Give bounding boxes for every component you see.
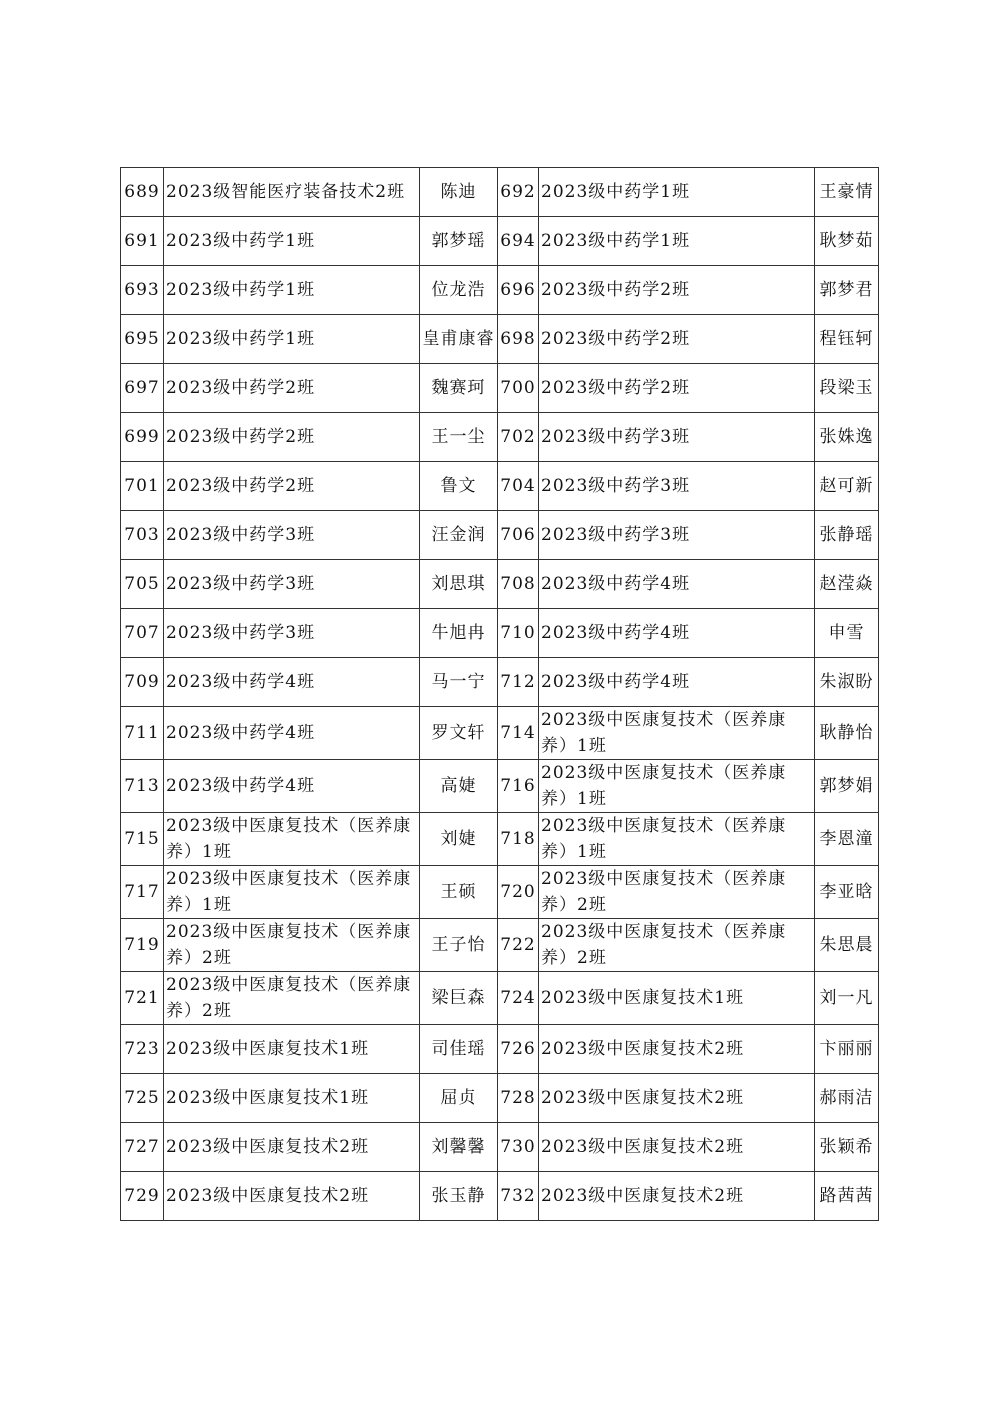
seq-number-right: 730 [498,1123,539,1172]
class-name-left: 2023级中药学1班 [164,266,420,315]
class-name-right: 2023级中医康复技术（医养康养）2班 [539,866,815,919]
seq-number-right: 720 [498,866,539,919]
table-row [121,168,879,217]
student-name-right: 李恩潼 [815,813,879,866]
student-name-right: 郭梦娟 [815,760,879,813]
seq-number-left: 729 [121,1172,164,1221]
seq-number-right: 732 [498,1172,539,1221]
student-name-left: 高婕 [420,760,498,813]
seq-number-right: 698 [498,315,539,364]
student-name-right: 张姝逸 [815,413,879,462]
seq-number-left: 707 [121,609,164,658]
student-name-right: 赵可新 [815,462,879,511]
seq-number-right: 718 [498,813,539,866]
student-name-left: 刘思琪 [420,560,498,609]
class-name-right: 2023级中医康复技术（医养康养）1班 [539,760,815,813]
class-name-right: 2023级中药学2班 [539,315,815,364]
student-name-left: 王硕 [420,866,498,919]
student-name-right: 路茜茜 [815,1172,879,1221]
table-row [121,919,879,972]
table-row [121,1123,879,1172]
table-row [121,813,879,866]
class-name-right: 2023级中医康复技术2班 [539,1025,815,1074]
table-row [121,760,879,813]
seq-number-left: 701 [121,462,164,511]
class-name-right: 2023级中药学3班 [539,462,815,511]
class-name-right: 2023级中医康复技术2班 [539,1074,815,1123]
class-name-right: 2023级中医康复技术2班 [539,1172,815,1221]
seq-number-right: 728 [498,1074,539,1123]
seq-number-left: 711 [121,707,164,760]
seq-number-right: 724 [498,972,539,1025]
seq-number-right: 722 [498,919,539,972]
table-row [121,866,879,919]
student-name-right: 朱淑盼 [815,658,879,707]
student-name-left: 罗文轩 [420,707,498,760]
seq-number-left: 713 [121,760,164,813]
student-name-left: 屈贞 [420,1074,498,1123]
class-name-right: 2023级中药学1班 [539,217,815,266]
seq-number-left: 699 [121,413,164,462]
class-name-right: 2023级中医康复技术1班 [539,972,815,1025]
table-row [121,707,879,760]
seq-number-left: 721 [121,972,164,1025]
class-name-left: 2023级中医康复技术（医养康养）1班 [164,866,420,919]
class-name-right: 2023级中医康复技术（医养康养）2班 [539,919,815,972]
student-name-left: 王一尘 [420,413,498,462]
student-name-right: 郭梦君 [815,266,879,315]
class-name-right: 2023级中药学2班 [539,364,815,413]
class-name-left: 2023级中药学3班 [164,560,420,609]
roster-table [120,167,879,1221]
seq-number-right: 704 [498,462,539,511]
table-row [121,1074,879,1123]
seq-number-left: 691 [121,217,164,266]
class-name-left: 2023级中药学3班 [164,511,420,560]
student-name-right: 张静瑶 [815,511,879,560]
class-name-right: 2023级中药学3班 [539,413,815,462]
class-name-right: 2023级中医康复技术2班 [539,1123,815,1172]
seq-number-left: 715 [121,813,164,866]
table-row [121,972,879,1025]
table-row [121,560,879,609]
student-name-right: 张颖希 [815,1123,879,1172]
class-name-right: 2023级中药学4班 [539,658,815,707]
seq-number-right: 700 [498,364,539,413]
table-row [121,511,879,560]
student-name-right: 段梁玉 [815,364,879,413]
student-name-right: 朱思晨 [815,919,879,972]
student-name-left: 王子怡 [420,919,498,972]
class-name-left: 2023级中药学2班 [164,413,420,462]
table-row [121,609,879,658]
seq-number-left: 697 [121,364,164,413]
class-name-left: 2023级中医康复技术1班 [164,1025,420,1074]
class-name-right: 2023级中药学3班 [539,511,815,560]
student-name-left: 梁巨森 [420,972,498,1025]
table-row [121,462,879,511]
student-name-left: 陈迪 [420,168,498,217]
class-name-left: 2023级中药学4班 [164,760,420,813]
seq-number-right: 710 [498,609,539,658]
student-name-right: 耿梦茹 [815,217,879,266]
table-row [121,217,879,266]
student-name-right: 李亚晗 [815,866,879,919]
seq-number-right: 716 [498,760,539,813]
seq-number-left: 727 [121,1123,164,1172]
student-name-left: 汪金润 [420,511,498,560]
class-name-left: 2023级中医康复技术2班 [164,1172,420,1221]
class-name-left: 2023级中药学2班 [164,462,420,511]
seq-number-left: 723 [121,1025,164,1074]
student-name-right: 王豪情 [815,168,879,217]
seq-number-right: 714 [498,707,539,760]
student-name-left: 牛旭冉 [420,609,498,658]
student-name-left: 皇甫康睿 [420,315,498,364]
student-name-left: 张玉静 [420,1172,498,1221]
student-name-right: 程钰轲 [815,315,879,364]
class-name-right: 2023级中药学2班 [539,266,815,315]
class-name-left: 2023级中药学4班 [164,707,420,760]
seq-number-right: 708 [498,560,539,609]
table-row [121,413,879,462]
table-row [121,1172,879,1221]
class-name-right: 2023级中药学4班 [539,560,815,609]
table-row [121,315,879,364]
table-row [121,266,879,315]
seq-number-right: 696 [498,266,539,315]
class-name-left: 2023级中药学4班 [164,658,420,707]
class-name-left: 2023级中药学1班 [164,315,420,364]
student-name-right: 卞丽丽 [815,1025,879,1074]
student-name-left: 魏赛珂 [420,364,498,413]
table-row [121,658,879,707]
class-name-right: 2023级中医康复技术（医养康养）1班 [539,707,815,760]
class-name-left: 2023级智能医疗装备技术2班 [164,168,420,217]
seq-number-right: 702 [498,413,539,462]
seq-number-right: 712 [498,658,539,707]
class-name-right: 2023级中药学1班 [539,168,815,217]
seq-number-left: 725 [121,1074,164,1123]
student-name-right: 耿静怡 [815,707,879,760]
class-name-left: 2023级中医康复技术2班 [164,1123,420,1172]
class-name-left: 2023级中医康复技术（医养康养）1班 [164,813,420,866]
student-name-right: 郝雨洁 [815,1074,879,1123]
class-name-left: 2023级中药学2班 [164,364,420,413]
seq-number-right: 694 [498,217,539,266]
table-row [121,364,879,413]
seq-number-right: 726 [498,1025,539,1074]
class-name-left: 2023级中医康复技术1班 [164,1074,420,1123]
class-name-left: 2023级中药学1班 [164,217,420,266]
seq-number-left: 717 [121,866,164,919]
student-name-left: 刘婕 [420,813,498,866]
table-row [121,1025,879,1074]
student-name-left: 位龙浩 [420,266,498,315]
seq-number-left: 695 [121,315,164,364]
seq-number-left: 689 [121,168,164,217]
student-name-right: 赵滢焱 [815,560,879,609]
student-name-right: 刘一凡 [815,972,879,1025]
seq-number-left: 719 [121,919,164,972]
seq-number-left: 693 [121,266,164,315]
seq-number-left: 703 [121,511,164,560]
class-name-left: 2023级中药学3班 [164,609,420,658]
class-name-right: 2023级中医康复技术（医养康养）1班 [539,813,815,866]
class-name-left: 2023级中医康复技术（医养康养）2班 [164,972,420,1025]
class-name-right: 2023级中药学4班 [539,609,815,658]
student-name-left: 刘馨馨 [420,1123,498,1172]
roster-body [121,168,879,1221]
class-name-left: 2023级中医康复技术（医养康养）2班 [164,919,420,972]
student-name-left: 司佳瑶 [420,1025,498,1074]
seq-number-right: 706 [498,511,539,560]
student-name-left: 鲁文 [420,462,498,511]
seq-number-left: 705 [121,560,164,609]
student-name-left: 郭梦瑶 [420,217,498,266]
seq-number-left: 709 [121,658,164,707]
student-name-left: 马一宁 [420,658,498,707]
seq-number-right: 692 [498,168,539,217]
student-name-right: 申雪 [815,609,879,658]
